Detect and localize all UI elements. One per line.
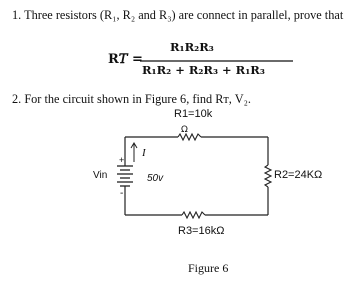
- figure-caption: Figure 6: [188, 261, 229, 275]
- equation-denominator: R₁R₂ + R₂R₃ + R₁R₃: [142, 63, 265, 77]
- question-1-text: Three resistors (R₁, R₂ and R₃) are connect in parallel, prove that: [24, 8, 344, 22]
- question-2-number: 2.: [12, 92, 22, 106]
- source-label: Vin: [93, 170, 108, 181]
- equation-numerator: R₁R₂R₃: [170, 40, 214, 54]
- r1-label: R1=10k: [174, 108, 213, 120]
- current-label: I: [142, 147, 146, 159]
- question-2-text: For the circuit shown in Figure 6, find Rᴛ, V₂.: [24, 92, 251, 106]
- source-value: 50v: [147, 173, 164, 184]
- r3-label: R3=16kΩ: [178, 225, 225, 237]
- resistor-r2: [265, 165, 271, 187]
- equation-lhs: R𝑇 =: [108, 52, 143, 67]
- plus-sign: +: [119, 155, 125, 165]
- minus-sign: -: [120, 188, 124, 199]
- resistor-r3: [182, 212, 205, 218]
- question-1-number: 1.: [12, 8, 22, 22]
- r1-unit-symbol: Ω: [181, 125, 188, 135]
- battery-symbol: [117, 166, 133, 190]
- current-arrow: [131, 143, 137, 162]
- r2-label: R2=24KΩ: [274, 169, 323, 181]
